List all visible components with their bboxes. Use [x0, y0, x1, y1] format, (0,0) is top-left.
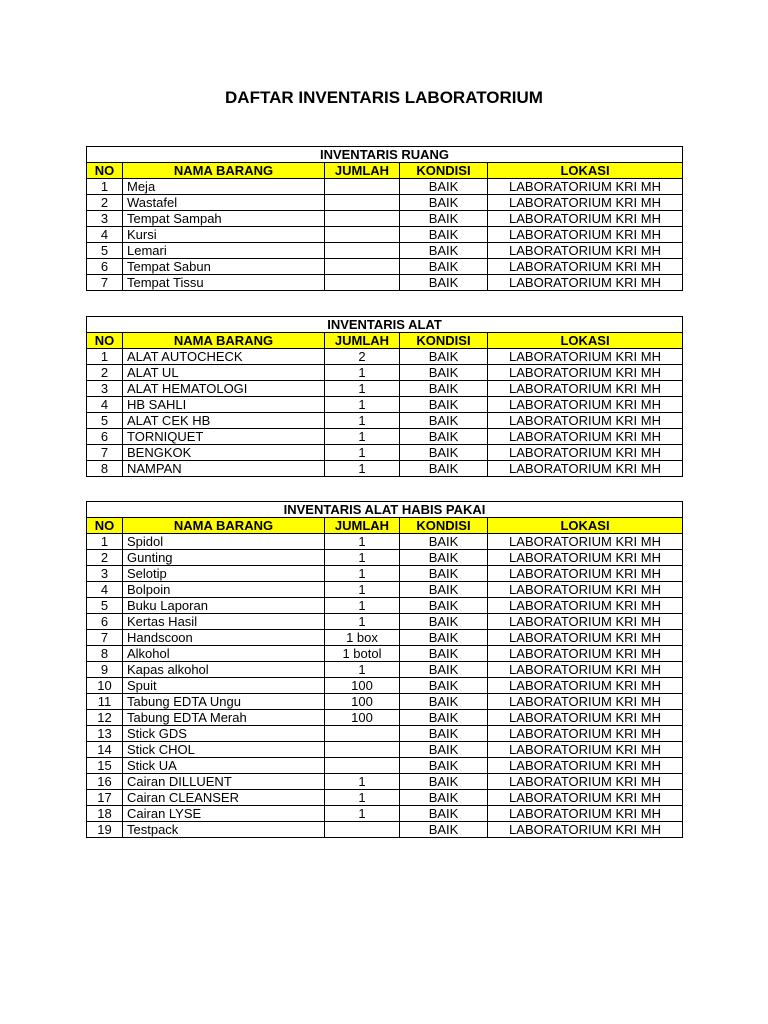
cell-no: 2	[87, 365, 123, 381]
cell-jumlah: 100	[325, 678, 400, 694]
column-header-no: NO	[87, 518, 123, 534]
cell-jumlah: 1	[325, 397, 400, 413]
cell-lokasi: LABORATORIUM KRI MH	[488, 742, 683, 758]
column-header-nama-barang: NAMA BARANG	[123, 333, 325, 349]
cell-nama-barang: Stick UA	[123, 758, 325, 774]
cell-jumlah	[325, 227, 400, 243]
table-row	[87, 429, 683, 445]
cell-nama-barang: ALAT CEK HB	[123, 413, 325, 429]
cell-nama-barang: Testpack	[123, 822, 325, 838]
cell-jumlah: 1	[325, 614, 400, 630]
cell-no: 18	[87, 806, 123, 822]
cell-no: 6	[87, 429, 123, 445]
cell-lokasi: LABORATORIUM KRI MH	[488, 550, 683, 566]
cell-no: 19	[87, 822, 123, 838]
cell-kondisi: BAIK	[400, 742, 488, 758]
cell-no: 1	[87, 179, 123, 195]
table-row	[87, 534, 683, 550]
cell-kondisi: BAIK	[400, 227, 488, 243]
table-row	[87, 774, 683, 790]
cell-nama-barang: NAMPAN	[123, 461, 325, 477]
cell-nama-barang: Kursi	[123, 227, 325, 243]
cell-no: 5	[87, 598, 123, 614]
cell-nama-barang: HB SAHLI	[123, 397, 325, 413]
cell-kondisi: BAIK	[400, 726, 488, 742]
cell-jumlah	[325, 742, 400, 758]
cell-nama-barang: ALAT UL	[123, 365, 325, 381]
cell-lokasi: LABORATORIUM KRI MH	[488, 806, 683, 822]
cell-lokasi: LABORATORIUM KRI MH	[488, 774, 683, 790]
cell-nama-barang: Spidol	[123, 534, 325, 550]
column-header-no: NO	[87, 333, 123, 349]
cell-kondisi: BAIK	[400, 822, 488, 838]
cell-lokasi: LABORATORIUM KRI MH	[488, 243, 683, 259]
cell-kondisi: BAIK	[400, 582, 488, 598]
cell-jumlah: 1	[325, 550, 400, 566]
table-row	[87, 397, 683, 413]
cell-no: 8	[87, 646, 123, 662]
cell-no: 4	[87, 397, 123, 413]
table-row	[87, 445, 683, 461]
cell-no: 13	[87, 726, 123, 742]
cell-no: 8	[87, 461, 123, 477]
cell-nama-barang: Cairan LYSE	[123, 806, 325, 822]
cell-kondisi: BAIK	[400, 381, 488, 397]
cell-nama-barang: Selotip	[123, 566, 325, 582]
column-header-nama-barang: NAMA BARANG	[123, 163, 325, 179]
cell-lokasi: LABORATORIUM KRI MH	[488, 413, 683, 429]
cell-nama-barang: Tabung EDTA Merah	[123, 710, 325, 726]
cell-jumlah	[325, 726, 400, 742]
table-row	[87, 790, 683, 806]
table-row	[87, 694, 683, 710]
cell-nama-barang: Tempat Tissu	[123, 275, 325, 291]
cell-no: 15	[87, 758, 123, 774]
table-row	[87, 259, 683, 275]
cell-lokasi: LABORATORIUM KRI MH	[488, 758, 683, 774]
cell-no: 7	[87, 445, 123, 461]
table-row	[87, 211, 683, 227]
cell-jumlah: 1	[325, 582, 400, 598]
column-header-kondisi: KONDISI	[400, 518, 488, 534]
cell-lokasi: LABORATORIUM KRI MH	[488, 662, 683, 678]
cell-nama-barang: Tabung EDTA Ungu	[123, 694, 325, 710]
cell-lokasi: LABORATORIUM KRI MH	[488, 614, 683, 630]
cell-jumlah	[325, 211, 400, 227]
table-row	[87, 179, 683, 195]
table-row	[87, 461, 683, 477]
cell-nama-barang: Meja	[123, 179, 325, 195]
cell-kondisi: BAIK	[400, 806, 488, 822]
cell-kondisi: BAIK	[400, 461, 488, 477]
cell-jumlah: 1 box	[325, 630, 400, 646]
cell-lokasi: LABORATORIUM KRI MH	[488, 365, 683, 381]
cell-nama-barang: Kertas Hasil	[123, 614, 325, 630]
table-row	[87, 275, 683, 291]
cell-kondisi: BAIK	[400, 646, 488, 662]
cell-nama-barang: Buku Laporan	[123, 598, 325, 614]
cell-nama-barang: BENGKOK	[123, 445, 325, 461]
cell-jumlah	[325, 243, 400, 259]
cell-lokasi: LABORATORIUM KRI MH	[488, 179, 683, 195]
column-header-jumlah: JUMLAH	[325, 163, 400, 179]
table-row	[87, 349, 683, 365]
table-row	[87, 742, 683, 758]
cell-kondisi: BAIK	[400, 710, 488, 726]
column-header-jumlah: JUMLAH	[325, 333, 400, 349]
column-header-kondisi: KONDISI	[400, 163, 488, 179]
cell-jumlah: 100	[325, 694, 400, 710]
cell-no: 7	[87, 275, 123, 291]
cell-jumlah: 1	[325, 566, 400, 582]
cell-no: 5	[87, 413, 123, 429]
cell-nama-barang: Cairan DILLUENT	[123, 774, 325, 790]
cell-kondisi: BAIK	[400, 211, 488, 227]
cell-lokasi: LABORATORIUM KRI MH	[488, 397, 683, 413]
cell-no: 6	[87, 259, 123, 275]
cell-no: 7	[87, 630, 123, 646]
cell-lokasi: LABORATORIUM KRI MH	[488, 349, 683, 365]
cell-kondisi: BAIK	[400, 598, 488, 614]
cell-jumlah	[325, 758, 400, 774]
cell-jumlah	[325, 275, 400, 291]
cell-no: 17	[87, 790, 123, 806]
column-header-lokasi: LOKASI	[488, 163, 683, 179]
table-row	[87, 598, 683, 614]
table-row	[87, 550, 683, 566]
page-title: DAFTAR INVENTARIS LABORATORIUM	[225, 88, 543, 107]
cell-lokasi: LABORATORIUM KRI MH	[488, 445, 683, 461]
cell-no: 16	[87, 774, 123, 790]
cell-no: 3	[87, 566, 123, 582]
cell-kondisi: BAIK	[400, 413, 488, 429]
table-header-row	[87, 333, 683, 349]
column-header-nama-barang: NAMA BARANG	[123, 518, 325, 534]
cell-no: 4	[87, 582, 123, 598]
cell-lokasi: LABORATORIUM KRI MH	[488, 646, 683, 662]
cell-jumlah: 1	[325, 365, 400, 381]
table-row	[87, 413, 683, 429]
cell-nama-barang: Handscoon	[123, 630, 325, 646]
table-title: INVENTARIS ALAT	[87, 317, 683, 333]
cell-no: 2	[87, 195, 123, 211]
cell-no: 5	[87, 243, 123, 259]
cell-kondisi: BAIK	[400, 349, 488, 365]
cell-jumlah	[325, 195, 400, 211]
cell-lokasi: LABORATORIUM KRI MH	[488, 710, 683, 726]
inventaris-alat-habis-pakai-table	[86, 501, 683, 838]
table-row	[87, 365, 683, 381]
cell-nama-barang: Gunting	[123, 550, 325, 566]
cell-lokasi: LABORATORIUM KRI MH	[488, 227, 683, 243]
cell-kondisi: BAIK	[400, 259, 488, 275]
cell-kondisi: BAIK	[400, 365, 488, 381]
cell-lokasi: LABORATORIUM KRI MH	[488, 678, 683, 694]
cell-jumlah: 2	[325, 349, 400, 365]
table-header-row	[87, 518, 683, 534]
table-row	[87, 662, 683, 678]
cell-lokasi: LABORATORIUM KRI MH	[488, 275, 683, 291]
cell-nama-barang: Tempat Sampah	[123, 211, 325, 227]
cell-jumlah	[325, 179, 400, 195]
cell-no: 14	[87, 742, 123, 758]
cell-nama-barang: Lemari	[123, 243, 325, 259]
cell-kondisi: BAIK	[400, 790, 488, 806]
cell-jumlah: 1	[325, 806, 400, 822]
cell-jumlah: 1	[325, 461, 400, 477]
cell-kondisi: BAIK	[400, 243, 488, 259]
cell-jumlah: 1	[325, 445, 400, 461]
cell-kondisi: BAIK	[400, 630, 488, 646]
cell-jumlah: 1 botol	[325, 646, 400, 662]
column-header-kondisi: KONDISI	[400, 333, 488, 349]
cell-nama-barang: TORNIQUET	[123, 429, 325, 445]
cell-nama-barang: ALAT HEMATOLOGI	[123, 381, 325, 397]
cell-lokasi: LABORATORIUM KRI MH	[488, 790, 683, 806]
cell-no: 9	[87, 662, 123, 678]
cell-no: 4	[87, 227, 123, 243]
cell-nama-barang: Bolpoin	[123, 582, 325, 598]
cell-nama-barang: Spuit	[123, 678, 325, 694]
cell-kondisi: BAIK	[400, 550, 488, 566]
table-row	[87, 806, 683, 822]
cell-jumlah: 1	[325, 534, 400, 550]
cell-lokasi: LABORATORIUM KRI MH	[488, 694, 683, 710]
table-header-row	[87, 163, 683, 179]
cell-lokasi: LABORATORIUM KRI MH	[488, 534, 683, 550]
table-row	[87, 630, 683, 646]
table-title: INVENTARIS RUANG	[87, 147, 683, 163]
cell-nama-barang: Kapas alkohol	[123, 662, 325, 678]
cell-nama-barang: Alkohol	[123, 646, 325, 662]
cell-kondisi: BAIK	[400, 534, 488, 550]
cell-nama-barang: ALAT AUTOCHECK	[123, 349, 325, 365]
cell-lokasi: LABORATORIUM KRI MH	[488, 726, 683, 742]
cell-jumlah	[325, 259, 400, 275]
inventaris-ruang-table	[86, 146, 683, 291]
cell-lokasi: LABORATORIUM KRI MH	[488, 566, 683, 582]
cell-jumlah: 100	[325, 710, 400, 726]
cell-jumlah: 1	[325, 790, 400, 806]
cell-lokasi: LABORATORIUM KRI MH	[488, 582, 683, 598]
table-row	[87, 195, 683, 211]
cell-no: 6	[87, 614, 123, 630]
column-header-jumlah: JUMLAH	[325, 518, 400, 534]
table-row	[87, 614, 683, 630]
cell-jumlah: 1	[325, 598, 400, 614]
table-row	[87, 678, 683, 694]
cell-lokasi: LABORATORIUM KRI MH	[488, 211, 683, 227]
cell-kondisi: BAIK	[400, 758, 488, 774]
cell-kondisi: BAIK	[400, 195, 488, 211]
cell-jumlah: 1	[325, 429, 400, 445]
cell-kondisi: BAIK	[400, 662, 488, 678]
table-row	[87, 726, 683, 742]
inventaris-alat-table	[86, 316, 683, 477]
cell-jumlah	[325, 822, 400, 838]
cell-nama-barang: Wastafel	[123, 195, 325, 211]
table-row	[87, 710, 683, 726]
table-row	[87, 227, 683, 243]
cell-kondisi: BAIK	[400, 774, 488, 790]
cell-lokasi: LABORATORIUM KRI MH	[488, 259, 683, 275]
table-row	[87, 758, 683, 774]
cell-lokasi: LABORATORIUM KRI MH	[488, 381, 683, 397]
cell-jumlah: 1	[325, 413, 400, 429]
cell-kondisi: BAIK	[400, 397, 488, 413]
cell-no: 1	[87, 534, 123, 550]
cell-no: 11	[87, 694, 123, 710]
cell-nama-barang: Stick CHOL	[123, 742, 325, 758]
cell-kondisi: BAIK	[400, 429, 488, 445]
cell-lokasi: LABORATORIUM KRI MH	[488, 822, 683, 838]
cell-kondisi: BAIK	[400, 179, 488, 195]
cell-lokasi: LABORATORIUM KRI MH	[488, 461, 683, 477]
cell-jumlah: 1	[325, 774, 400, 790]
cell-no: 1	[87, 349, 123, 365]
table-row	[87, 646, 683, 662]
cell-lokasi: LABORATORIUM KRI MH	[488, 195, 683, 211]
cell-lokasi: LABORATORIUM KRI MH	[488, 598, 683, 614]
cell-lokasi: LABORATORIUM KRI MH	[488, 630, 683, 646]
cell-nama-barang: Stick GDS	[123, 726, 325, 742]
table-row	[87, 243, 683, 259]
cell-kondisi: BAIK	[400, 694, 488, 710]
table-row	[87, 582, 683, 598]
cell-no: 2	[87, 550, 123, 566]
cell-no: 12	[87, 710, 123, 726]
cell-kondisi: BAIK	[400, 614, 488, 630]
cell-no: 10	[87, 678, 123, 694]
cell-kondisi: BAIK	[400, 445, 488, 461]
cell-jumlah: 1	[325, 381, 400, 397]
cell-kondisi: BAIK	[400, 678, 488, 694]
table-row	[87, 381, 683, 397]
column-header-lokasi: LOKASI	[488, 518, 683, 534]
cell-no: 3	[87, 381, 123, 397]
cell-nama-barang: Tempat Sabun	[123, 259, 325, 275]
cell-kondisi: BAIK	[400, 275, 488, 291]
cell-no: 3	[87, 211, 123, 227]
cell-kondisi: BAIK	[400, 566, 488, 582]
column-header-no: NO	[87, 163, 123, 179]
table-row	[87, 822, 683, 838]
table-title: INVENTARIS ALAT HABIS PAKAI	[87, 502, 683, 518]
cell-nama-barang: Cairan CLEANSER	[123, 790, 325, 806]
column-header-lokasi: LOKASI	[488, 333, 683, 349]
table-row	[87, 566, 683, 582]
cell-jumlah: 1	[325, 662, 400, 678]
cell-lokasi: LABORATORIUM KRI MH	[488, 429, 683, 445]
